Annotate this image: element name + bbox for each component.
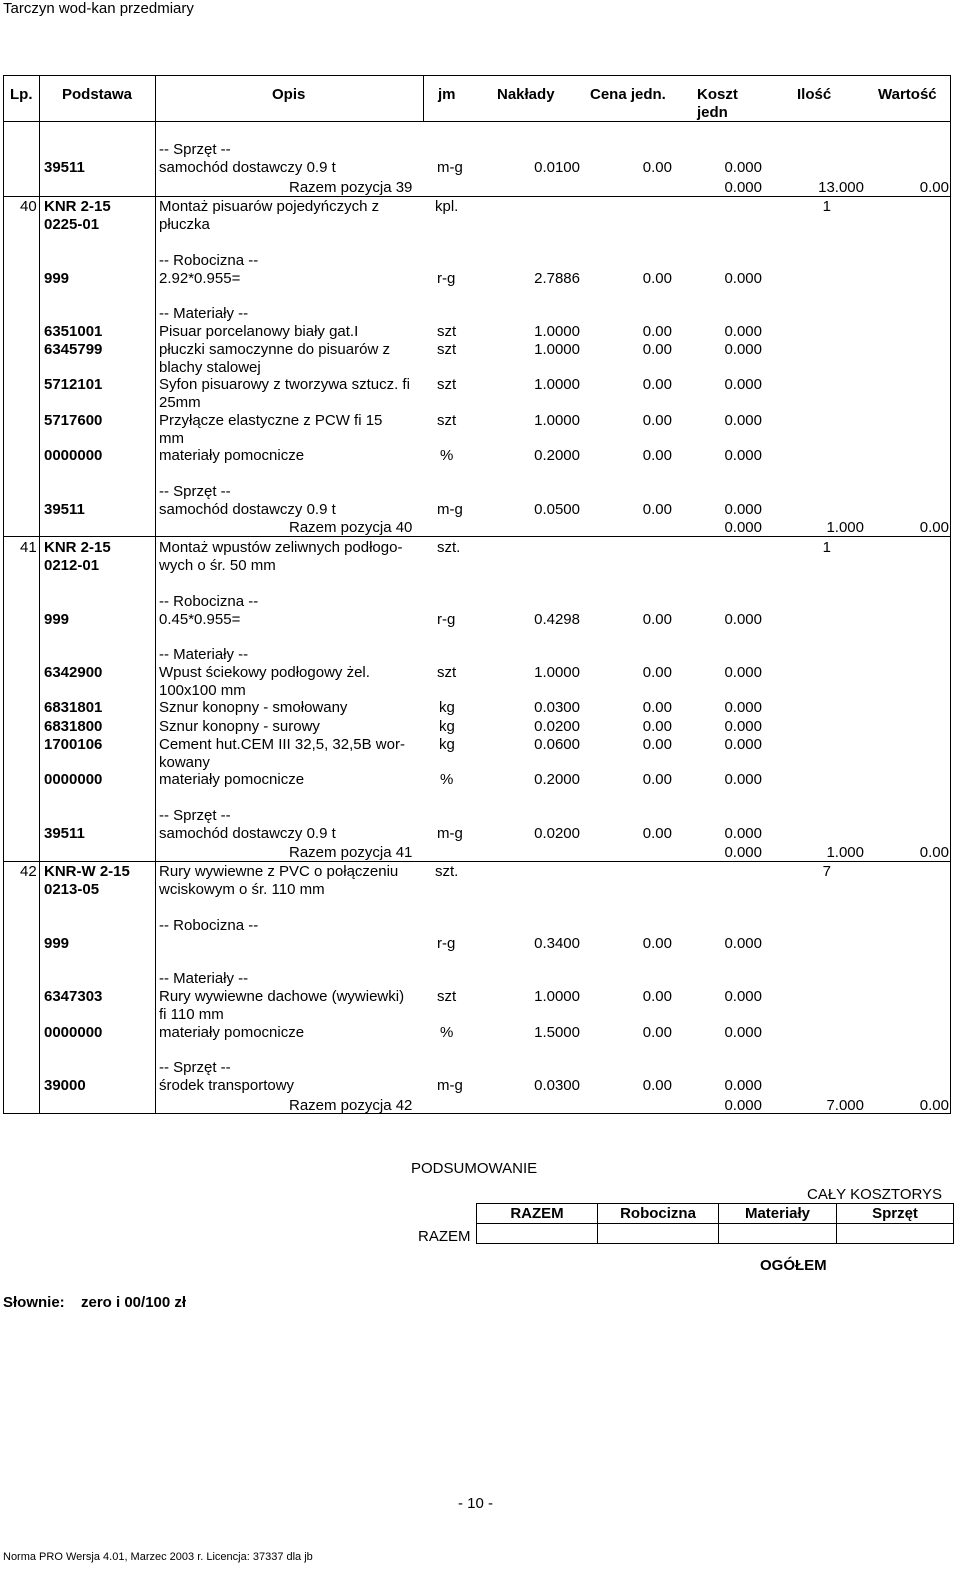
row-naklad: 1.0000 (534, 664, 580, 681)
row-cena: 0.00 (642, 699, 672, 716)
words-label: Słownie: (3, 1294, 65, 1311)
row-code: 6345799 (44, 341, 103, 358)
row-desc: materiały pomocnicze (159, 1024, 305, 1041)
row-desc-cont: mm (159, 430, 184, 447)
row-jm: m-g (437, 1077, 463, 1094)
row-cena: 0.00 (642, 159, 672, 176)
header-ilosc: Ilość (797, 86, 832, 103)
row-koszt: 0.000 (724, 341, 762, 358)
summary-value-sprzet (837, 1224, 954, 1244)
row-code: 999 (44, 270, 70, 287)
position-total-wartosc: 0.00 (919, 179, 949, 196)
summary-row-label: RAZEM (418, 1228, 471, 1245)
page-number: - 10 - (458, 1495, 494, 1512)
summary-value-materialy (719, 1224, 837, 1244)
row-naklad: 1.0000 (534, 412, 580, 429)
row-naklad: 1.0000 (534, 988, 580, 1005)
row-code: 5712101 (44, 376, 103, 393)
header-opis: Opis (272, 86, 306, 103)
row-jm: szt (437, 664, 457, 681)
row-jm: szt (437, 988, 457, 1005)
row-jm: szt (437, 323, 457, 340)
section-label: -- Robocizna -- (159, 917, 259, 934)
header-koszt: Koszt jedn (697, 86, 738, 121)
position-base-code: 0225-01 (44, 216, 100, 233)
row-desc: Przyłącze elastyczne z PCW fi 15 (159, 412, 383, 429)
row-cena: 0.00 (642, 935, 672, 952)
position-total-label: Razem pozycja 40 (289, 519, 413, 536)
position-base: KNR 2-15 (44, 539, 111, 556)
row-cena: 0.00 (642, 664, 672, 681)
row-cena: 0.00 (642, 825, 672, 842)
section-label: -- Sprzęt -- (159, 483, 231, 500)
section-label: -- Materiały -- (159, 646, 249, 663)
row-code: 6831800 (44, 718, 103, 735)
row-naklad: 0.0500 (534, 501, 580, 518)
summary-title: PODSUMOWANIE (411, 1160, 538, 1177)
summary-col-robocizna: Robocizna (598, 1204, 719, 1224)
row-naklad: 1.0000 (534, 323, 580, 340)
position-total-label: Razem pozycja 39 (289, 179, 413, 196)
position-desc: Montaż wpustów zeliwnych podłogo- (159, 539, 403, 556)
row-jm: m-g (437, 501, 463, 518)
position-jm: szt. (435, 863, 459, 880)
row-jm: szt (437, 412, 457, 429)
row-naklad: 1.0000 (534, 341, 580, 358)
row-desc: Rury wywiewne dachowe (wywiewki) (159, 988, 405, 1005)
header-cena: Cena jedn. (590, 86, 666, 103)
row-code: 6347303 (44, 988, 103, 1005)
row-cena: 0.00 (642, 736, 672, 753)
row-jm: % (440, 771, 454, 788)
position-base-code: 0212-01 (44, 557, 100, 574)
row-jm: kg (439, 718, 455, 735)
row-naklad: 0.2000 (534, 447, 580, 464)
position-total-wartosc: 0.00 (919, 519, 949, 536)
row-code: 39511 (44, 825, 85, 842)
row-koszt: 0.000 (724, 447, 762, 464)
header-jm: jm (438, 86, 456, 103)
position-ilosc: 7 (822, 863, 831, 880)
row-desc: środek transportowy (159, 1077, 295, 1094)
row-koszt: 0.000 (724, 501, 762, 518)
row-desc: samochód dostawczy 0.9 t (159, 501, 336, 518)
row-naklad: 0.2000 (534, 771, 580, 788)
row-code: 999 (44, 611, 70, 628)
row-naklad: 0.4298 (534, 611, 580, 628)
row-desc: samochód dostawczy 0.9 t (159, 159, 336, 176)
header-podstawa: Podstawa (62, 86, 133, 103)
row-desc-cont: fi 110 mm (159, 1006, 224, 1023)
table-body (3, 122, 951, 1114)
position-base-code: 0213-05 (44, 881, 100, 898)
summary-col-sprzet: Sprzęt (837, 1204, 954, 1224)
row-code: 6351001 (44, 323, 103, 340)
row-jm: % (440, 447, 454, 464)
position-lp: 42 (20, 863, 37, 880)
row-jm: szt (437, 341, 457, 358)
row-koszt: 0.000 (724, 664, 762, 681)
row-code: 6831801 (44, 699, 103, 716)
row-jm: szt (437, 376, 457, 393)
row-code: 6342900 (44, 664, 103, 681)
position-desc: Montaż pisuarów pojedyńczych z (159, 198, 380, 215)
section-label: -- Sprzęt -- (159, 141, 231, 158)
position-ilosc: 1 (822, 198, 831, 215)
row-code: 0000000 (44, 447, 103, 464)
row-code: 1700106 (44, 736, 103, 753)
row-desc-cont: kowany (159, 754, 210, 771)
row-jm: r-g (437, 935, 456, 952)
row-naklad: 2.7886 (534, 270, 580, 287)
position-desc: Rury wywiewne z PVC o połączeniu (159, 863, 399, 880)
row-code: 39511 (44, 159, 85, 176)
row-jm: r-g (437, 270, 456, 287)
row-naklad: 0.3400 (534, 935, 580, 952)
position-total-label: Razem pozycja 42 (289, 1097, 413, 1114)
position-lp: 40 (20, 198, 37, 215)
row-koszt: 0.000 (724, 412, 762, 429)
row-desc: Wpust ściekowy podłogowy żel. (159, 664, 370, 681)
position-base: KNR 2-15 (44, 198, 111, 215)
section-label: -- Robocizna -- (159, 252, 259, 269)
row-koszt: 0.000 (724, 270, 762, 287)
footer-license: Norma PRO Wersja 4.01, Marzec 2003 r. Licencja: 37337 dla jb (3, 1551, 313, 1563)
row-code: 0000000 (44, 1024, 103, 1041)
row-naklad: 0.0100 (534, 159, 580, 176)
row-desc: Sznur konopny - smołowany (159, 699, 348, 716)
row-desc-cont: 25mm (159, 394, 201, 411)
row-cena: 0.00 (642, 1024, 672, 1041)
row-koszt: 0.000 (724, 736, 762, 753)
row-cena: 0.00 (642, 270, 672, 287)
summary-table (476, 1203, 954, 1244)
words-value: zero i 00/100 zł (81, 1294, 187, 1311)
row-naklad: 0.0200 (534, 718, 580, 735)
row-cena: 0.00 (642, 501, 672, 518)
position-total-koszt: 0.000 (724, 1097, 762, 1114)
summary-scope: CAŁY KOSZTORYS (807, 1186, 943, 1203)
row-cena: 0.00 (642, 341, 672, 358)
row-jm: % (440, 1024, 454, 1041)
section-label: -- Robocizna -- (159, 593, 259, 610)
position-base: KNR-W 2-15 (44, 863, 130, 880)
row-desc: Pisuar porcelanowy biały gat.I (159, 323, 359, 340)
position-desc-cont: wciskowym o śr. 110 mm (159, 881, 325, 898)
row-cena: 0.00 (642, 611, 672, 628)
position-total-koszt: 0.000 (724, 179, 762, 196)
row-code: 39511 (44, 501, 85, 518)
row-cena: 0.00 (642, 988, 672, 1005)
position-total-wartosc: 0.00 (919, 844, 949, 861)
row-koszt: 0.000 (724, 1024, 762, 1041)
summary-col-razem: RAZEM (477, 1204, 598, 1224)
position-jm: kpl. (435, 198, 459, 215)
position-ilosc: 1 (822, 539, 831, 556)
position-desc-cont: wych o śr. 50 mm (159, 557, 276, 574)
row-jm: m-g (437, 825, 463, 842)
row-koszt: 0.000 (724, 825, 762, 842)
row-desc-cont: 100x100 mm (159, 682, 246, 699)
row-koszt: 0.000 (724, 1077, 762, 1094)
row-desc: Syfon pisuarowy z tworzywa sztucz. fi (159, 376, 410, 393)
position-jm: szt. (437, 539, 461, 556)
position-total-wartosc: 0.00 (919, 1097, 949, 1114)
position-total-ilosc: 13.000 (818, 179, 864, 196)
row-koszt: 0.000 (724, 376, 762, 393)
summary-value-razem (477, 1224, 598, 1244)
row-cena: 0.00 (642, 447, 672, 464)
row-koszt: 0.000 (724, 159, 762, 176)
section-label: -- Materiały -- (159, 970, 249, 987)
row-naklad: 0.0600 (534, 736, 580, 753)
row-naklad: 0.0300 (534, 1077, 580, 1094)
row-cena: 0.00 (642, 771, 672, 788)
header-lp: Lp. (10, 86, 33, 103)
row-koszt: 0.000 (724, 611, 762, 628)
row-koszt: 0.000 (724, 718, 762, 735)
row-jm: r-g (437, 611, 456, 628)
row-koszt: 0.000 (724, 771, 762, 788)
row-desc: 2.92*0.955= (159, 270, 241, 287)
row-naklad: 1.0000 (534, 376, 580, 393)
row-koszt: 0.000 (724, 699, 762, 716)
row-cena: 0.00 (642, 376, 672, 393)
row-naklad: 0.0300 (534, 699, 580, 716)
row-desc: materiały pomocnicze (159, 771, 305, 788)
position-total-label: Razem pozycja 41 (289, 844, 413, 861)
section-label: -- Sprzęt -- (159, 1059, 231, 1076)
position-total-ilosc: 1.000 (826, 844, 864, 861)
row-desc: Sznur konopny - surowy (159, 718, 320, 735)
summary-col-materialy: Materiały (719, 1204, 837, 1224)
row-desc: płuczki samoczynne do pisuarów z (159, 341, 390, 358)
row-desc-cont: blachy stalowej (159, 359, 261, 376)
row-desc: samochód dostawczy 0.9 t (159, 825, 336, 842)
row-cena: 0.00 (642, 1077, 672, 1094)
position-lp: 41 (20, 539, 37, 556)
row-koszt: 0.000 (724, 935, 762, 952)
position-desc-cont: płuczka (159, 216, 210, 233)
section-label: -- Materiały -- (159, 305, 249, 322)
document-title: Tarczyn wod-kan przedmiary (3, 0, 194, 17)
row-code: 999 (44, 935, 70, 952)
summary-total-label: OGÓŁEM (760, 1257, 827, 1274)
row-code: 39000 (44, 1077, 86, 1094)
row-cena: 0.00 (642, 323, 672, 340)
row-cena: 0.00 (642, 412, 672, 429)
section-label: -- Sprzęt -- (159, 807, 231, 824)
header-wartosc: Wartość (878, 86, 937, 103)
row-desc: 0.45*0.955= (159, 611, 241, 628)
row-naklad: 1.5000 (534, 1024, 580, 1041)
row-code: 0000000 (44, 771, 103, 788)
position-total-ilosc: 1.000 (826, 519, 864, 536)
position-total-koszt: 0.000 (724, 844, 762, 861)
position-total-ilosc: 7.000 (826, 1097, 864, 1114)
row-jm: kg (439, 699, 455, 716)
row-jm: kg (439, 736, 455, 753)
row-code: 5717600 (44, 412, 103, 429)
row-cena: 0.00 (642, 718, 672, 735)
summary-value-robocizna (598, 1224, 719, 1244)
row-koszt: 0.000 (724, 988, 762, 1005)
row-desc: materiały pomocnicze (159, 447, 305, 464)
row-desc: Cement hut.CEM III 32,5, 32,5B wor- (159, 736, 405, 753)
row-jm: m-g (437, 159, 463, 176)
row-koszt: 0.000 (724, 323, 762, 340)
header-naklady: Nakłady (497, 86, 555, 103)
row-naklad: 0.0200 (534, 825, 580, 842)
position-total-koszt: 0.000 (724, 519, 762, 536)
